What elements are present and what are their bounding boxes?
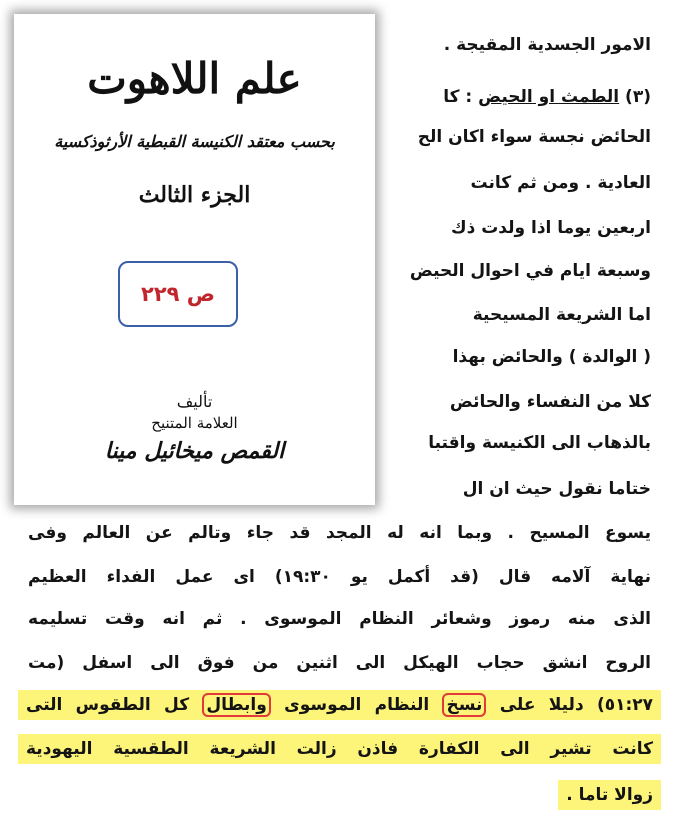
- text-line-4: العادية . ومن ثم كانت: [470, 173, 651, 193]
- book-subtitle: بحسب معتقد الكنيسة القبطية الأرثوذكسية: [54, 132, 335, 151]
- text-line-15: الروح انشق حجاب الهيكل الى اثنين من فوق الى اسفل (مت: [28, 653, 651, 673]
- text-line-13: نهاية آلامه قال (قد أكمل يو ١٩:٣٠) اى عمل الفداء العظيم: [28, 567, 651, 587]
- book-part: الجزء الثالث: [138, 182, 251, 208]
- text-line-10: بالذهاب الى الكنيسة واقتبا: [428, 433, 651, 453]
- section-heading: الطمث او الحيض: [478, 87, 620, 107]
- verse-ref: ٥١:٢٧) دليلا على: [499, 695, 654, 715]
- text-line-2: [443, 82, 651, 112]
- text-line-1: الامور الجسدية المقيجة .: [443, 35, 651, 55]
- text-line-12: يسوع المسيح . وبما انه له المجد قد جاء وتالم عن العالم وفى: [28, 523, 651, 543]
- text-line-14: الذى منه رموز وشعائر النظام الموسوى . ثم انه وقت تسليمه: [28, 609, 651, 629]
- author-name: القمص ميخائيل مينا: [104, 438, 285, 464]
- book-title: علم اللاهوت: [87, 54, 302, 103]
- author-title: العلامة المتنيح: [151, 414, 238, 432]
- line-16-end: كل الطقوس التى: [26, 695, 190, 715]
- boxed-word-naskh: نسخ: [442, 693, 486, 717]
- text-line-5: اربعين يوما اذا ولدت ذك: [451, 218, 651, 238]
- section-number: (٣): [625, 87, 651, 107]
- page-reference-box: ص ٢٢٩: [118, 261, 238, 327]
- section-heading-rest: : كا: [443, 87, 473, 107]
- author-label: تأليف: [176, 392, 213, 411]
- text-line-16: [18, 690, 661, 720]
- text-line-18: زوالا تاما .: [558, 780, 661, 810]
- boxed-word-ibtal: وابطال: [202, 693, 270, 717]
- text-line-17: كانت تشير الى الكفارة فاذن زالت الشريعة الطقسية اليهودية: [18, 734, 661, 764]
- text-line-6: وسبعة ايام في احوال الحيض: [409, 261, 651, 281]
- mosaic-system: النظام الموسوى: [284, 695, 430, 715]
- book-cover: [14, 14, 375, 505]
- text-line-3: الحائض نجسة سواء اكان الح: [417, 127, 651, 147]
- text-line-7: اما الشريعة المسيحية: [472, 305, 651, 325]
- text-line-8: ( الوالدة ) والحائض بهذا: [452, 347, 651, 367]
- text-line-9: كلا من النفساء والحائض: [449, 392, 651, 412]
- text-line-11: ختاما نقول حيث ان ال: [462, 479, 651, 499]
